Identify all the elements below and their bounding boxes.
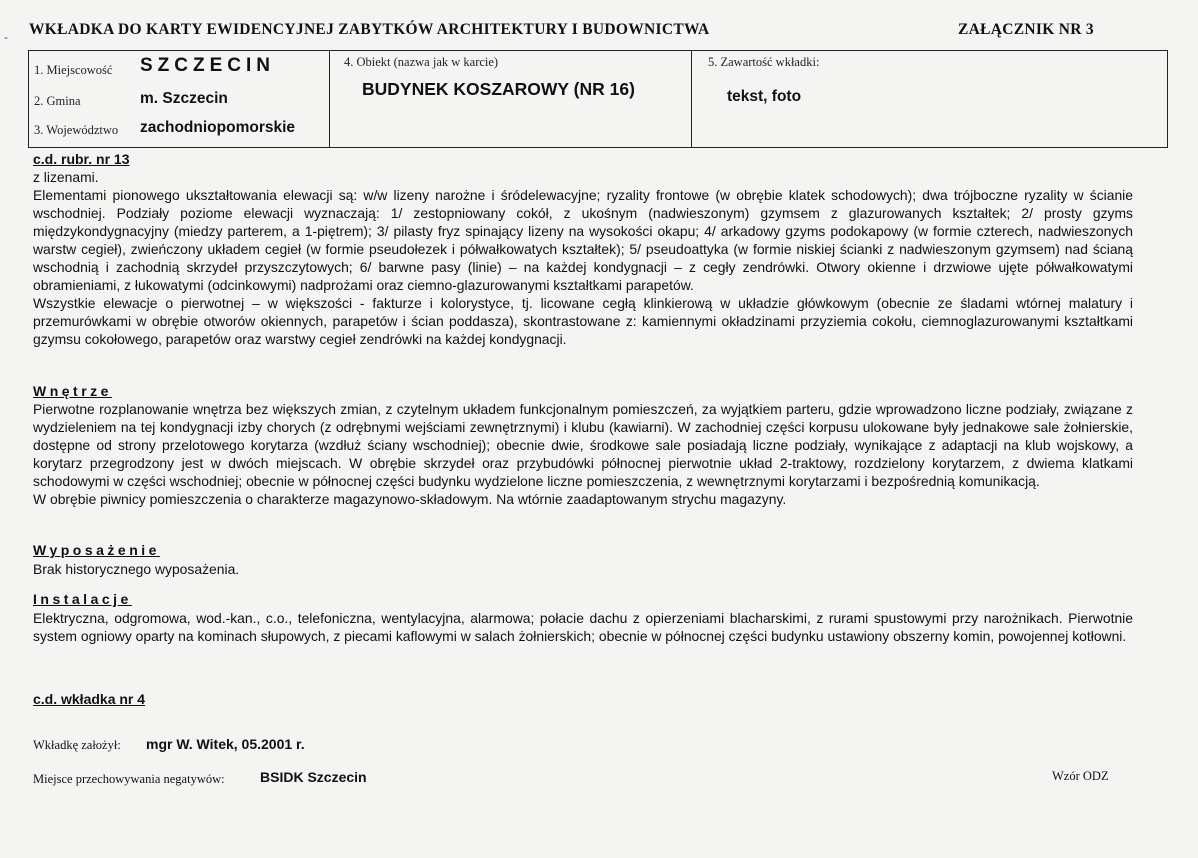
voivodeship-value: zachodniopomorskie <box>140 119 296 136</box>
locality-value: SZCZECIN <box>140 55 275 76</box>
annex-number: ZAŁĄCZNIK NR 3 <box>958 21 1094 38</box>
margin-mark: - <box>4 30 8 44</box>
contents-value: tekst, foto <box>727 88 802 105</box>
continuation-paragraph: Wszystkie elewacje o pierwotnej – w większości - fakturze i kolorystyce, tj. licowane cegłą klinkierową w układzie główkowym (obecnie ze śladami wtórnej malatury i przemurówkami w obrębie otworów okiennych, parapetów i ścian poddasza), skontrastowane z: kamiennymi okładzinami przyziemia cokołu, ciemnoglazurowanymi kształtkami gzymsu cokołowego, parapetów oraz warstwy cegieł zendrówki na każdej kondygnacji. <box>33 295 1133 347</box>
voivodeship-label: 3. Województwo <box>34 123 119 137</box>
continuation-body <box>33 168 1133 348</box>
negatives-label: Miejsce przechowywania negatywów: <box>33 772 225 786</box>
commune-label: 2. Gmina <box>34 94 81 108</box>
box-divider-1 <box>329 50 330 148</box>
object-label: 4. Obiekt (nazwa jak w karcie) <box>344 55 499 69</box>
furnishings-body: Brak historycznego wyposażenia. <box>33 561 240 577</box>
form-mark: Wzór ODZ <box>1052 769 1109 783</box>
furnishings-heading: Wyposażenie <box>33 542 160 558</box>
interior-paragraph: W obrębie piwnicy pomieszczenia o charakterze magazynowo-składowym. Na wtórnie zaadaptowanym strychu magazyny. <box>33 491 787 507</box>
contents-label: 5. Zawartość wkładki: <box>708 55 820 69</box>
box-divider-2 <box>691 50 692 148</box>
continuation-heading: c.d. rubr. nr 13 <box>33 151 130 167</box>
installations-body: Elektryczna, odgromowa, wod.-kan., c.o., telefoniczna, wentylacyjna, alarmowa; połacie dachu z opierzeniami blacharskimi, z rurami spustowymi przy narożnikach. Pierwotnie system ogniowy oparty na kominach słupowych, z piecami kaflowymi w salach żołnierskich; obecnie w północnej części budynku ustawiony obszerny komin, powojennej kotłowni. <box>33 610 1133 644</box>
next-insert-reference: c.d. wkładka nr 4 <box>33 691 146 707</box>
object-value: BUDYNEK KOSZAROWY (NR 16) <box>362 79 635 99</box>
continuation-paragraph: Elementami pionowego ukształtowania elewacji są: w/w lizeny narożne i śródelewacyjne; ryzality frontowe (w obrębie klatek schodowych); dwa trójboczne ryzality w ścianie wschodniej. Podziały poziome elewacji wyznaczają: 1/ zestopniowany cokół, z ukośnym (nadwieszonym) gzymsem z glazurowanych kształtek; 2/ prosty gzyms międzykondygnacyjny (miedzy parterem, a 1-piętrem); 3/ pilasty fryz spinający lizeny na wysokości okapu; 4/ arkadowy gzyms podokapowy (w formie czterech, nadwieszonych warstw cegieł), zwieńczony układem cegieł (w formie pseudołezek i półwałkowatych kształtek); 5/ pseudoattyka (w formie niskiej ścianki z nadwieszonym gzymsem) nad ścianą wschodnią i zachodnią skrzydeł przyszczytowych; 6/ barwne pasy (linie) – na każdej kondygnacji – z cegły zendrówki. Otwory okienne i drzwiowe ujęte półwałkowatymi obramieniami, z łukowatymi (odcinkowymi) nadprożami oraz ciemno-glazurowanymi kształtkami parapetów. <box>33 187 1133 293</box>
document-title: WKŁADKA DO KARTY EWIDENCYJNEJ ZABYTKÓW ARCHITEKTURY I BUDOWNICTWA <box>29 21 710 38</box>
author-value: mgr W. Witek, 05.2001 r. <box>146 736 305 752</box>
interior-paragraph: Pierwotne rozplanowanie wnętrza bez większych zmian, z czytelnym układem funkcjonalnym pomieszczeń, za wyjątkiem parteru, gdzie wprowadzono liczne podziały, związane z wydzieleniem na tej kondygnacji izby chorych (z odrębnymi wejściami zewnętrznymi) i klubu (kawiarni). W zachodniej części korpusu ulokowane były jednakowe sale żołnierskie, dostępne od strony przelotowego korytarza (wzdłuż ściany wschodniej); obecnie dwie, środkowe sale posiadają liczne podziały, wynikające z adaptacji na klub wojskowy, a korytarz przegrodzony jest w dwóch miejscach. W obrębie skrzydeł oraz przybudówki północnej pierwotnie układ 2-traktowy, rozdzielony korytarzem, z dwiema klatkami schodowymi w części wschodniej; obecnie w północnej części budynku wydzielone liczne pomieszczenia, z wewnętrznymi korytarzami i bezpośrednią komunikacją. <box>33 401 1133 489</box>
interior-body <box>33 400 1133 508</box>
continuation-paragraph: z lizenami. <box>33 169 99 185</box>
locality-label: 1. Miejscowość <box>34 63 113 77</box>
commune-value: m. Szczecin <box>140 90 228 107</box>
negatives-value: BSIDK Szczecin <box>260 769 367 785</box>
interior-heading: Wnętrze <box>33 383 112 399</box>
author-label: Wkładkę założył: <box>33 738 121 752</box>
installations-heading: Instalacje <box>33 591 132 607</box>
